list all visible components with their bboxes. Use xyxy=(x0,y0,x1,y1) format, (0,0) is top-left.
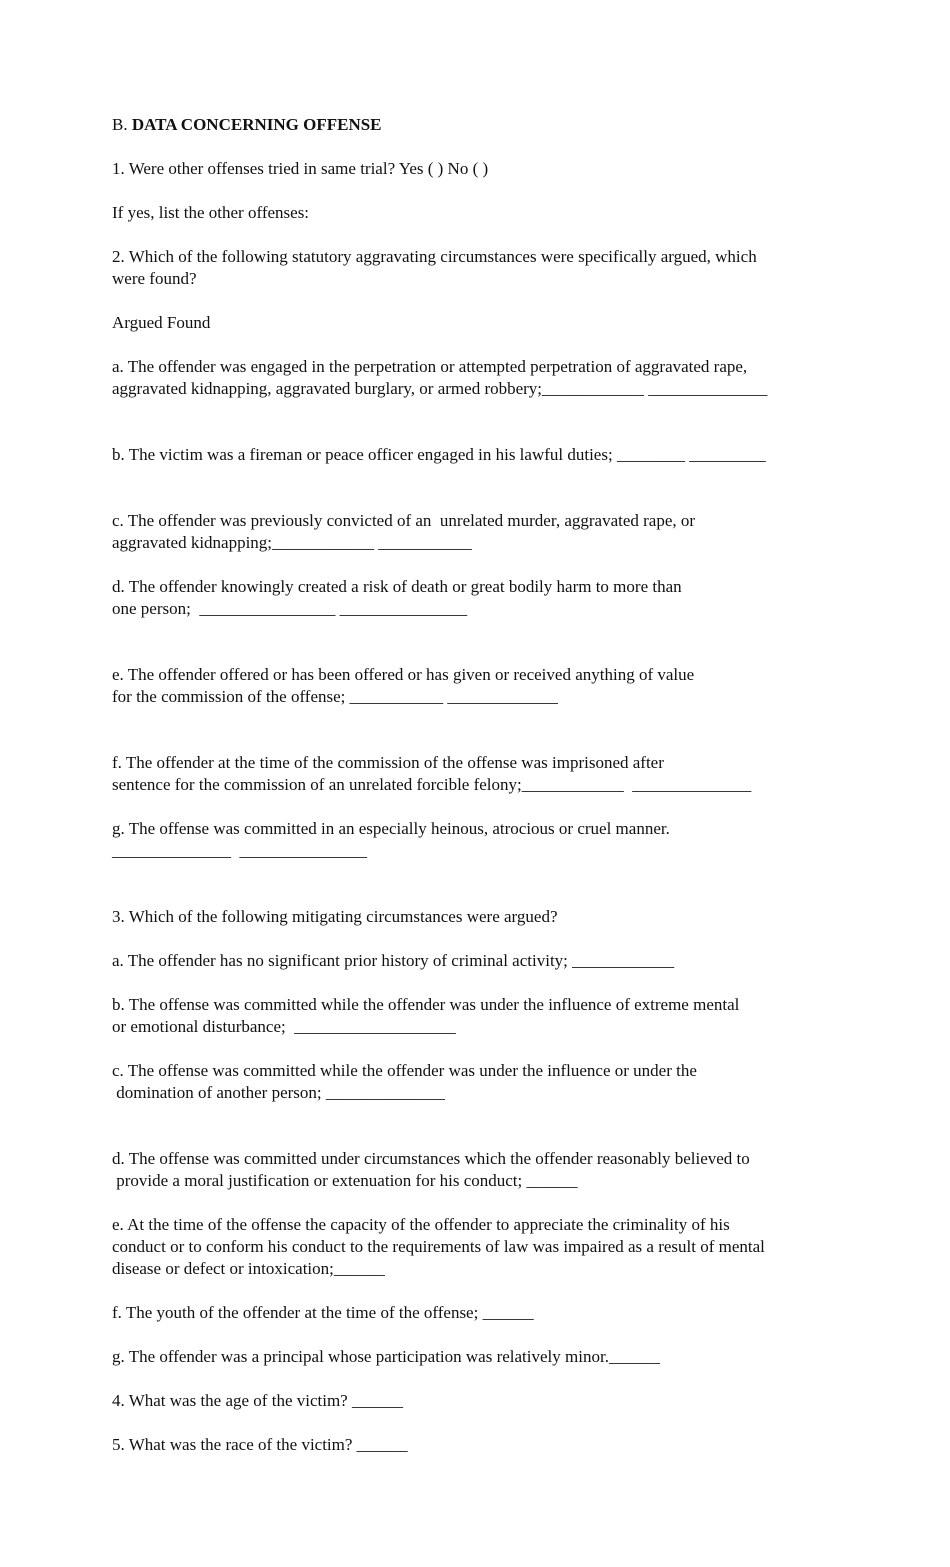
aggravating-e-line-1: e. The offender offered or has been offered or has given or received anything of value xyxy=(112,665,695,684)
question-3: 3. Which of the following mitigating circumstances were argued? xyxy=(112,907,558,926)
mitigating-e-line-3: disease or defect or intoxication;______ xyxy=(112,1259,385,1278)
aggravating-f-line-1: f. The offender at the time of the commission of the offense was imprisoned after xyxy=(112,753,664,772)
mitigating-g: g. The offender was a principal whose participation was relatively minor.______ xyxy=(112,1347,660,1366)
aggravating-c-line-2: aggravated kidnapping;____________ ___________ xyxy=(112,533,472,552)
aggravating-a-line-2: aggravated kidnapping, aggravated burglary, or armed robbery;____________ ______________ xyxy=(112,379,768,398)
mitigating-b-line-2: or emotional disturbance; ___________________ xyxy=(112,1017,456,1036)
column-headings: Argued Found xyxy=(112,313,211,332)
mitigating-d-line-1: d. The offense was committed under circumstances which the offender reasonably believed to xyxy=(112,1149,750,1168)
mitigating-e-line-1: e. At the time of the offense the capacity of the offender to appreciate the criminality of his xyxy=(112,1215,730,1234)
mitigating-c-line-1: c. The offense was committed while the offender was under the influence or under the xyxy=(112,1061,697,1080)
mitigating-f: f. The youth of the offender at the time of the offense; ______ xyxy=(112,1303,534,1322)
aggravating-e-line-2: for the commission of the offense; ___________ _____________ xyxy=(112,687,558,706)
question-2-line-1: 2. Which of the following statutory aggravating circumstances were specifically argued, which xyxy=(112,247,757,266)
question-2-line-2: were found? xyxy=(112,269,197,288)
section-title: DATA CONCERNING OFFENSE xyxy=(131,115,382,134)
aggravating-c-line-1: c. The offender was previously convicted of an unrelated murder, aggravated rape, or xyxy=(112,511,696,530)
aggravating-a-line-1: a. The offender was engaged in the perpetration or attempted perpetration of aggravated rape, xyxy=(112,357,748,376)
question-1: 1. Were other offenses tried in same trial? Yes ( ) No ( ) xyxy=(112,159,489,178)
mitigating-d-line-2: provide a moral justification or extenuation for his conduct; ______ xyxy=(112,1171,578,1190)
section-heading xyxy=(112,114,382,136)
question-1-followup: If yes, list the other offenses: xyxy=(112,203,310,222)
aggravating-d-line-2: one person; ________________ _______________ xyxy=(112,599,468,618)
mitigating-b-line-1: b. The offense was committed while the offender was under the influence of extreme mental xyxy=(112,995,740,1014)
aggravating-b: b. The victim was a fireman or peace officer engaged in his lawful duties; ________ _________ xyxy=(112,445,766,464)
aggravating-g-line-1: g. The offense was committed in an especially heinous, atrocious or cruel manner. xyxy=(112,819,670,838)
question-5: 5. What was the race of the victim? ______ xyxy=(112,1435,408,1454)
section-prefix: B. xyxy=(112,115,132,134)
question-4: 4. What was the age of the victim? ______ xyxy=(112,1391,403,1410)
aggravating-d-line-1: d. The offender knowingly created a risk of death or great bodily harm to more than xyxy=(112,577,682,596)
mitigating-c-line-2: domination of another person; ______________ xyxy=(112,1083,445,1102)
mitigating-a: a. The offender has no significant prior history of criminal activity; ____________ xyxy=(112,951,675,970)
mitigating-e-line-2: conduct or to conform his conduct to the requirements of law was impaired as a result of mental xyxy=(112,1237,765,1256)
aggravating-f-line-2: sentence for the commission of an unrelated forcible felony;____________ ______________ xyxy=(112,775,752,794)
aggravating-g-line-2: ______________ _______________ xyxy=(112,841,367,860)
